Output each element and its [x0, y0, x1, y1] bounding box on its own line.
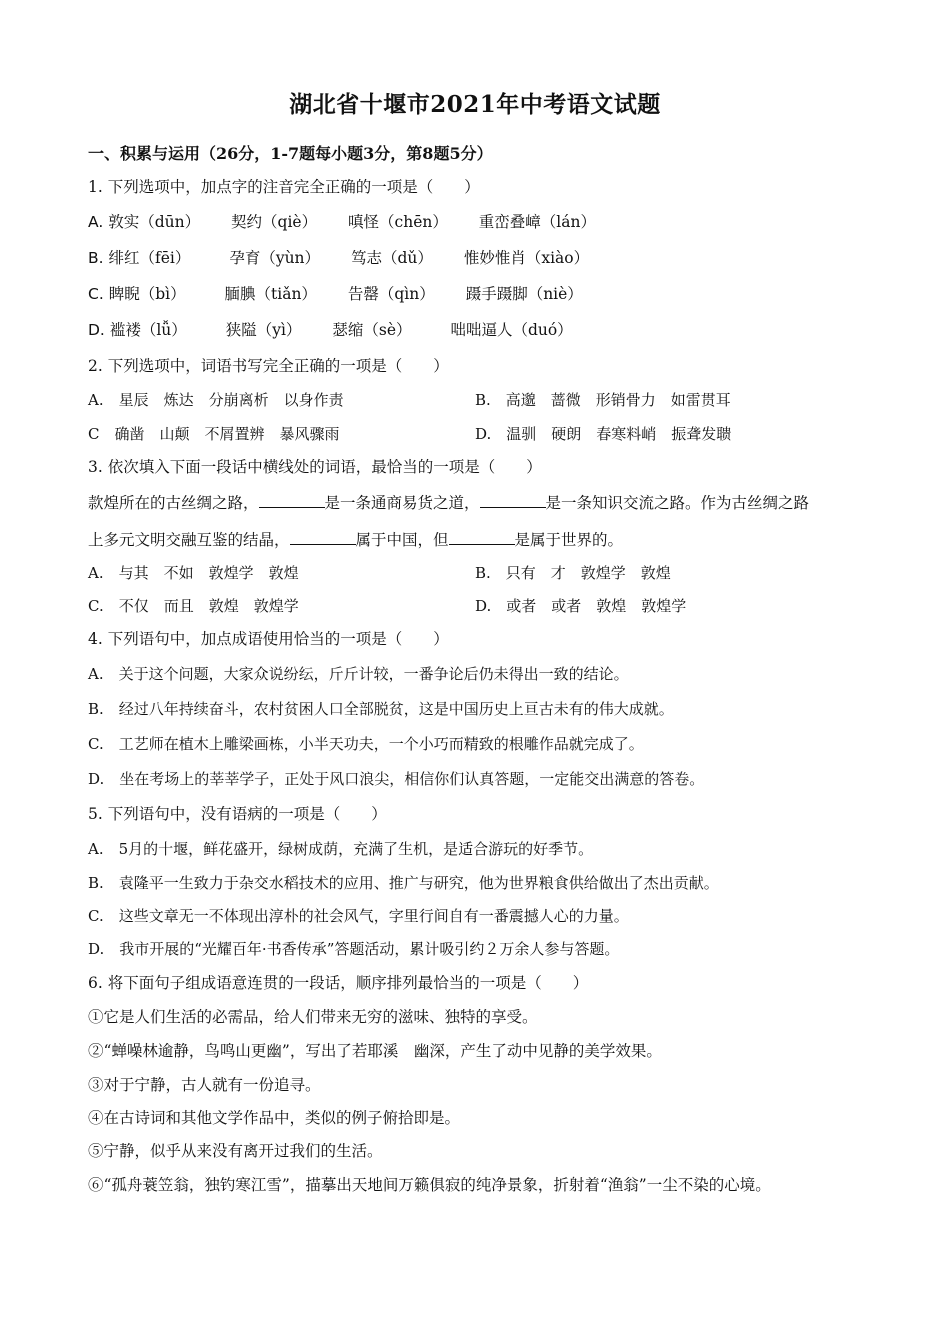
fill-blank [480, 493, 546, 508]
question-3-passage-line-2 [88, 529, 623, 551]
option-item: 告罄（qìn） [347, 285, 435, 303]
passage-text: 上多元文明交融互鉴的结晶， [88, 531, 290, 549]
question-3-option-b: B. 只有 才 敦煌学 敦煌 [475, 564, 671, 582]
question-3-stem: 3. 依次填入下面一段话中横线处的词语，最恰当的一项是（ ） [88, 458, 542, 476]
question-6-sentence-6: ⑥“孤舟蓑笠翁，独钓寒江雪”，描摹出天地间万籁俱寂的纯净景象，折射着“渔翁”一尘不染的心境。 [88, 1176, 771, 1194]
question-3-option-a: A. 与其 不如 敦煌学 敦煌 [88, 564, 299, 582]
question-4-stem: 4. 下列语句中，加点成语使用恰当的一项是（ ） [88, 630, 449, 648]
option-item: 腼腆（tiǎn） [224, 285, 317, 303]
option-item: 瑟缩（sè） [332, 321, 412, 339]
option-item: 咄咄逼人（duó） [450, 321, 573, 339]
question-6-sentence-2: ②“蝉噪林逾静，鸟鸣山更幽”，写出了若耶溪 幽深，产生了动中见静的美学效果。 [88, 1042, 662, 1060]
section-heading-1: 一、积累与运用（26分，1-7题每小题3分，第8题5分） [88, 144, 493, 163]
question-6-stem: 6. 将下面句子组成语意连贯的一段话，顺序排列最恰当的一项是（ ） [88, 974, 589, 992]
option-item: 嗔怪（chēn） [348, 213, 448, 231]
option-item: 孕育（yùn） [229, 249, 321, 267]
question-1-option-c [88, 283, 583, 305]
fill-blank [290, 530, 356, 545]
question-1-option-b [88, 247, 589, 269]
option-item: 褴褛（lǚ） [109, 321, 187, 339]
question-2-stem: 2. 下列选项中，词语书写完全正确的一项是（ ） [88, 357, 449, 375]
question-3-passage-line-1 [88, 492, 809, 514]
option-item: 蹑手蹑脚（niè） [465, 285, 583, 303]
question-4-option-c: C. 工艺师在植木上雕梁画栋，小半天功夫，一个小巧而精致的根雕作品就完成了。 [88, 735, 644, 753]
passage-text: 是一条通商易货之道， [324, 494, 480, 512]
passage-text: 是属于世界的。 [514, 531, 624, 549]
question-5-option-a: A. 5月的十堰，鲜花盛开，绿树成荫，充满了生机，是适合游玩的好季节。 [88, 840, 594, 858]
question-2-option-b: B. 高邈 蔷微 形销骨力 如雷贯耳 [475, 391, 731, 409]
question-6-sentence-5: ⑤宁静，似乎从来没有离开过我们的生活。 [88, 1142, 383, 1160]
fill-blank [449, 530, 515, 545]
question-1-stem: 1. 下列选项中，加点字的注音完全正确的一项是（ ） [88, 178, 480, 196]
question-6-sentence-1: ①它是人们生活的必需品，给人们带来无穷的滋味、独特的享受。 [88, 1008, 538, 1026]
passage-text: 是一条知识交流之路。作为古丝绸之路 [545, 494, 810, 512]
option-item: 睥睨（bì） [108, 285, 186, 303]
question-3-option-c: C. 不仅 而且 敦煌 敦煌学 [88, 597, 299, 615]
question-5-option-c: C. 这些文章无一不体现出淳朴的社会风气，字里行间自有一番震撼人心的力量。 [88, 907, 629, 925]
option-item: 绯红（fēi） [108, 249, 191, 267]
page-title: 湖北省十堰市2021年中考语文试题 [289, 91, 661, 118]
question-4-option-b: B. 经过八年持续奋斗，农村贫困人口全部脱贫，这是中国历史上亘古未有的伟大成就。 [88, 700, 674, 718]
question-5-option-b: B. 袁隆平一生致力于杂交水稻技术的应用、推广与研究，他为世界粮食供给做出了杰出贡献。 [88, 874, 719, 892]
question-1-option-a [88, 211, 596, 233]
option-item: 笃志（dǔ） [350, 249, 433, 267]
question-3-option-d: D. 或者 或者 敦煌 敦煌学 [475, 597, 687, 615]
option-item: 契约（qiè） [231, 213, 318, 231]
option-item: 重峦叠嶂（lán） [478, 213, 596, 231]
question-1-option-d [88, 319, 573, 341]
option-label: D. [88, 321, 105, 339]
fill-blank [259, 493, 325, 508]
question-4-option-a: A. 关于这个问题，大家众说纷纭，斤斤计较，一番争论后仍未得出一致的结论。 [88, 665, 629, 683]
question-4-option-d: D. 坐在考场上的莘莘学子，正处于风口浪尖，相信你们认真答题，一定能交出满意的答卷。 [88, 770, 705, 788]
question-2-option-d: D. 温驯 硬朗 春寒料峭 振聋发聩 [475, 425, 732, 443]
question-6-sentence-3: ③对于宁静，古人就有一份追寻。 [88, 1076, 321, 1094]
question-2-option-c: C 确凿 山颠 不屑置辨 暴风骤雨 [88, 425, 340, 443]
option-label: C. [88, 285, 104, 303]
passage-text: 款煌所在的古丝绸之路， [88, 494, 259, 512]
question-2-option-a: A. 星辰 炼达 分崩离析 以身作责 [88, 391, 344, 409]
passage-text: 属于中国，但 [355, 531, 449, 549]
option-item: 狭隘（yì） [225, 321, 302, 339]
option-item: 惟妙惟肖（xiào） [463, 249, 590, 267]
option-label: B. [88, 249, 104, 267]
option-label: A. [88, 213, 104, 231]
question-5-option-d: D. 我市开展的“光耀百年·书香传承”答题活动，累计吸引约２万余人参与答题。 [88, 940, 620, 958]
option-item: 敦实（dūn） [108, 213, 201, 231]
question-6-sentence-4: ④在古诗词和其他文学作品中，类似的例子俯拾即是。 [88, 1109, 461, 1127]
question-5-stem: 5. 下列语句中，没有语病的一项是（ ） [88, 805, 387, 823]
